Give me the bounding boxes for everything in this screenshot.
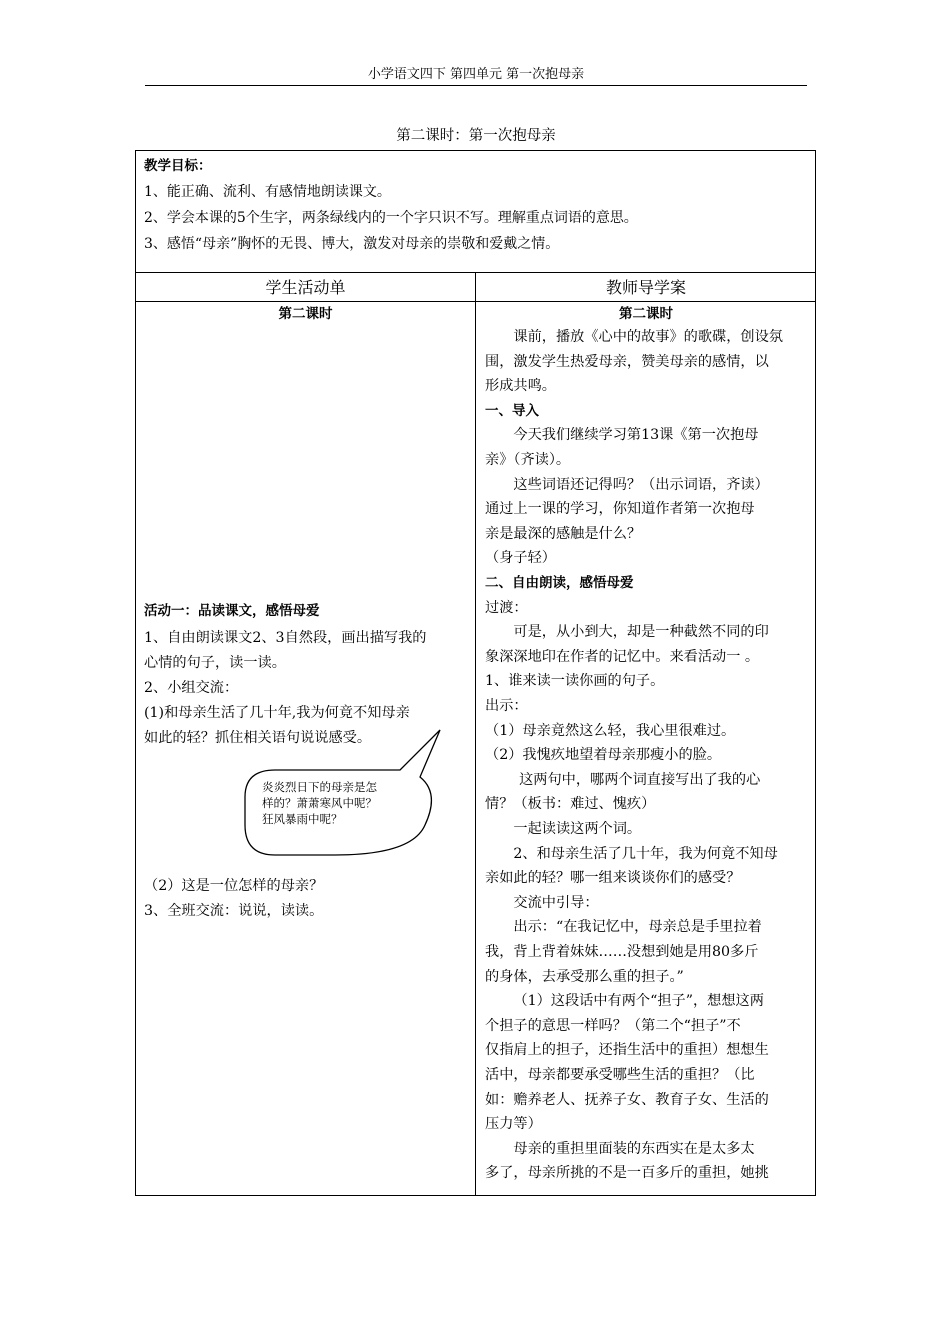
teacher-text-line: （1）这段话中有两个“担子”，想想这两 xyxy=(513,993,764,1010)
student-text-line: 心情的句子，读一读。 xyxy=(144,655,286,671)
teacher-text-line: 可是，从小到大，却是一种截然不同的印 xyxy=(513,624,769,641)
teacher-text-line: （身子轻） xyxy=(485,550,556,567)
teacher-text-line: 我，背上背着妹妹……没想到她是用80多斤 xyxy=(485,944,759,960)
objectives-section xyxy=(144,153,804,257)
teacher-text-line: 出示：“在我记忆中，母亲总是手里拉着 xyxy=(513,919,762,936)
objectives-title: 教学目标： xyxy=(144,158,212,174)
student-text-line: 3、全班交流：说说，读读。 xyxy=(144,903,324,919)
teacher-text-line: 1、谁来读一读你画的句子。 xyxy=(485,673,665,690)
teacher-lesson-heading: 第二课时 xyxy=(619,306,673,322)
bubble-line: 炎炎烈日下的母亲是怎 xyxy=(262,780,377,794)
section-heading: 二、自由朗读，感悟母爱 xyxy=(485,575,634,591)
objective-item: 3、感悟“母亲”胸怀的无畏、博大，激发对母亲的崇敬和爱戴之情。 xyxy=(144,236,560,252)
objective-item: 1、能正确、流利、有感情地朗读课文。 xyxy=(144,184,391,200)
header-rule xyxy=(145,85,807,86)
teacher-text-line: （2）我愧疚地望着母亲那瘦小的脸。 xyxy=(485,747,722,764)
teacher-text-line: 2、和母亲生活了几十年，我为何竟不知母 xyxy=(513,845,778,862)
teacher-column-header: 教师导学案 xyxy=(605,278,686,297)
teacher-text-line: 情？（板书：难过、愧疚） xyxy=(485,796,656,813)
teacher-text-line: （1）母亲竟然这么轻，我心里很难过。 xyxy=(485,722,736,739)
teacher-text-line: 个担子的意思一样吗？（第二个“担子”不 xyxy=(485,1017,741,1034)
teacher-text-line: 母亲的重担里面装的东西实在是太多太 xyxy=(513,1140,755,1157)
objective-item: 2、学会本课的5个生字，两条绿线内的一个字只识不写。理解重点词语的意思。 xyxy=(144,210,638,226)
student-text-line: （2）这是一位怎样的母亲？ xyxy=(144,878,324,894)
bubble-line: 样的？萧萧寒风中呢？ xyxy=(262,796,377,810)
speech-bubble-text xyxy=(262,779,424,827)
section-heading: 一、导入 xyxy=(485,402,539,419)
student-lesson-heading: 第二课时 xyxy=(278,306,333,322)
teacher-text-line: 出示： xyxy=(485,698,528,714)
teacher-text-line: 如：赡养老人、抚养子女、教育子女、生活的 xyxy=(485,1091,769,1108)
teacher-text-line: 过渡： xyxy=(485,599,528,616)
student-column-header: 学生活动单 xyxy=(265,278,346,297)
teacher-text-line: 多了，母亲所挑的不是一百多斤的重担，她挑 xyxy=(485,1165,769,1182)
student-text-line: 1、自由朗读课文2、3自然段，画出描写我的 xyxy=(144,630,427,646)
teacher-text-line: 亲》（齐读）。 xyxy=(485,452,571,468)
teacher-text-line: 围，激发学生热爱母亲，赞美母亲的感情，以 xyxy=(485,353,769,370)
teacher-text-line: 一起读读这两个词。 xyxy=(513,821,642,837)
teacher-text-line: 通过上一课的学习，你知道作者第一次抱母 xyxy=(485,501,755,518)
teacher-text-line: 今天我们继续学习第13课《第一次抱母 xyxy=(513,427,759,444)
teacher-text-line: 象深深地印在作者的记忆中。来看活动一 。 xyxy=(485,648,760,665)
teacher-text-line: 形成共鸣。 xyxy=(485,378,556,395)
teacher-text-line: 亲如此的轻？哪一组来谈谈你们的感受？ xyxy=(485,870,741,887)
teacher-text-line: 的身体，去承受那么重的担子。” xyxy=(485,968,684,985)
teacher-text-line: 这两句中，哪两个词直接写出了我的心 xyxy=(519,771,761,788)
document-title: 第二课时：第一次抱母亲 xyxy=(396,128,556,144)
bubble-line: 狂风暴雨中呢？ xyxy=(262,812,343,826)
column-divider xyxy=(475,272,476,1196)
teacher-text-line: 这些词语还记得吗？（出示词语，齐读） xyxy=(513,476,769,493)
page-header: 小学语文四下 第四单元 第一次抱母亲 xyxy=(367,67,585,82)
teacher-text-line: 课前，播放《心中的故事》的歌碟，创设氛 xyxy=(513,329,783,345)
activity-title: 活动一：品读课文，感悟母爱 xyxy=(144,603,320,619)
teacher-text-line: 活中，母亲都要承受哪些生活的重担？（比 xyxy=(485,1067,755,1083)
teacher-text-line: 压力等） xyxy=(485,1116,542,1133)
student-text-line: (1)和母亲生活了几十年,我为何竟不知母亲 xyxy=(144,705,410,721)
teacher-text-line: 仅指肩上的担子，还指生活中的重担）想想生 xyxy=(485,1042,769,1059)
student-text-line: 2、小组交流： xyxy=(144,680,239,696)
student-text-line: 如此的轻？抓住相关语句说说感受。 xyxy=(144,730,372,746)
teacher-text-line: 亲是最深的感触是什么？ xyxy=(485,525,642,542)
teacher-text-line: 交流中引导： xyxy=(513,894,599,911)
